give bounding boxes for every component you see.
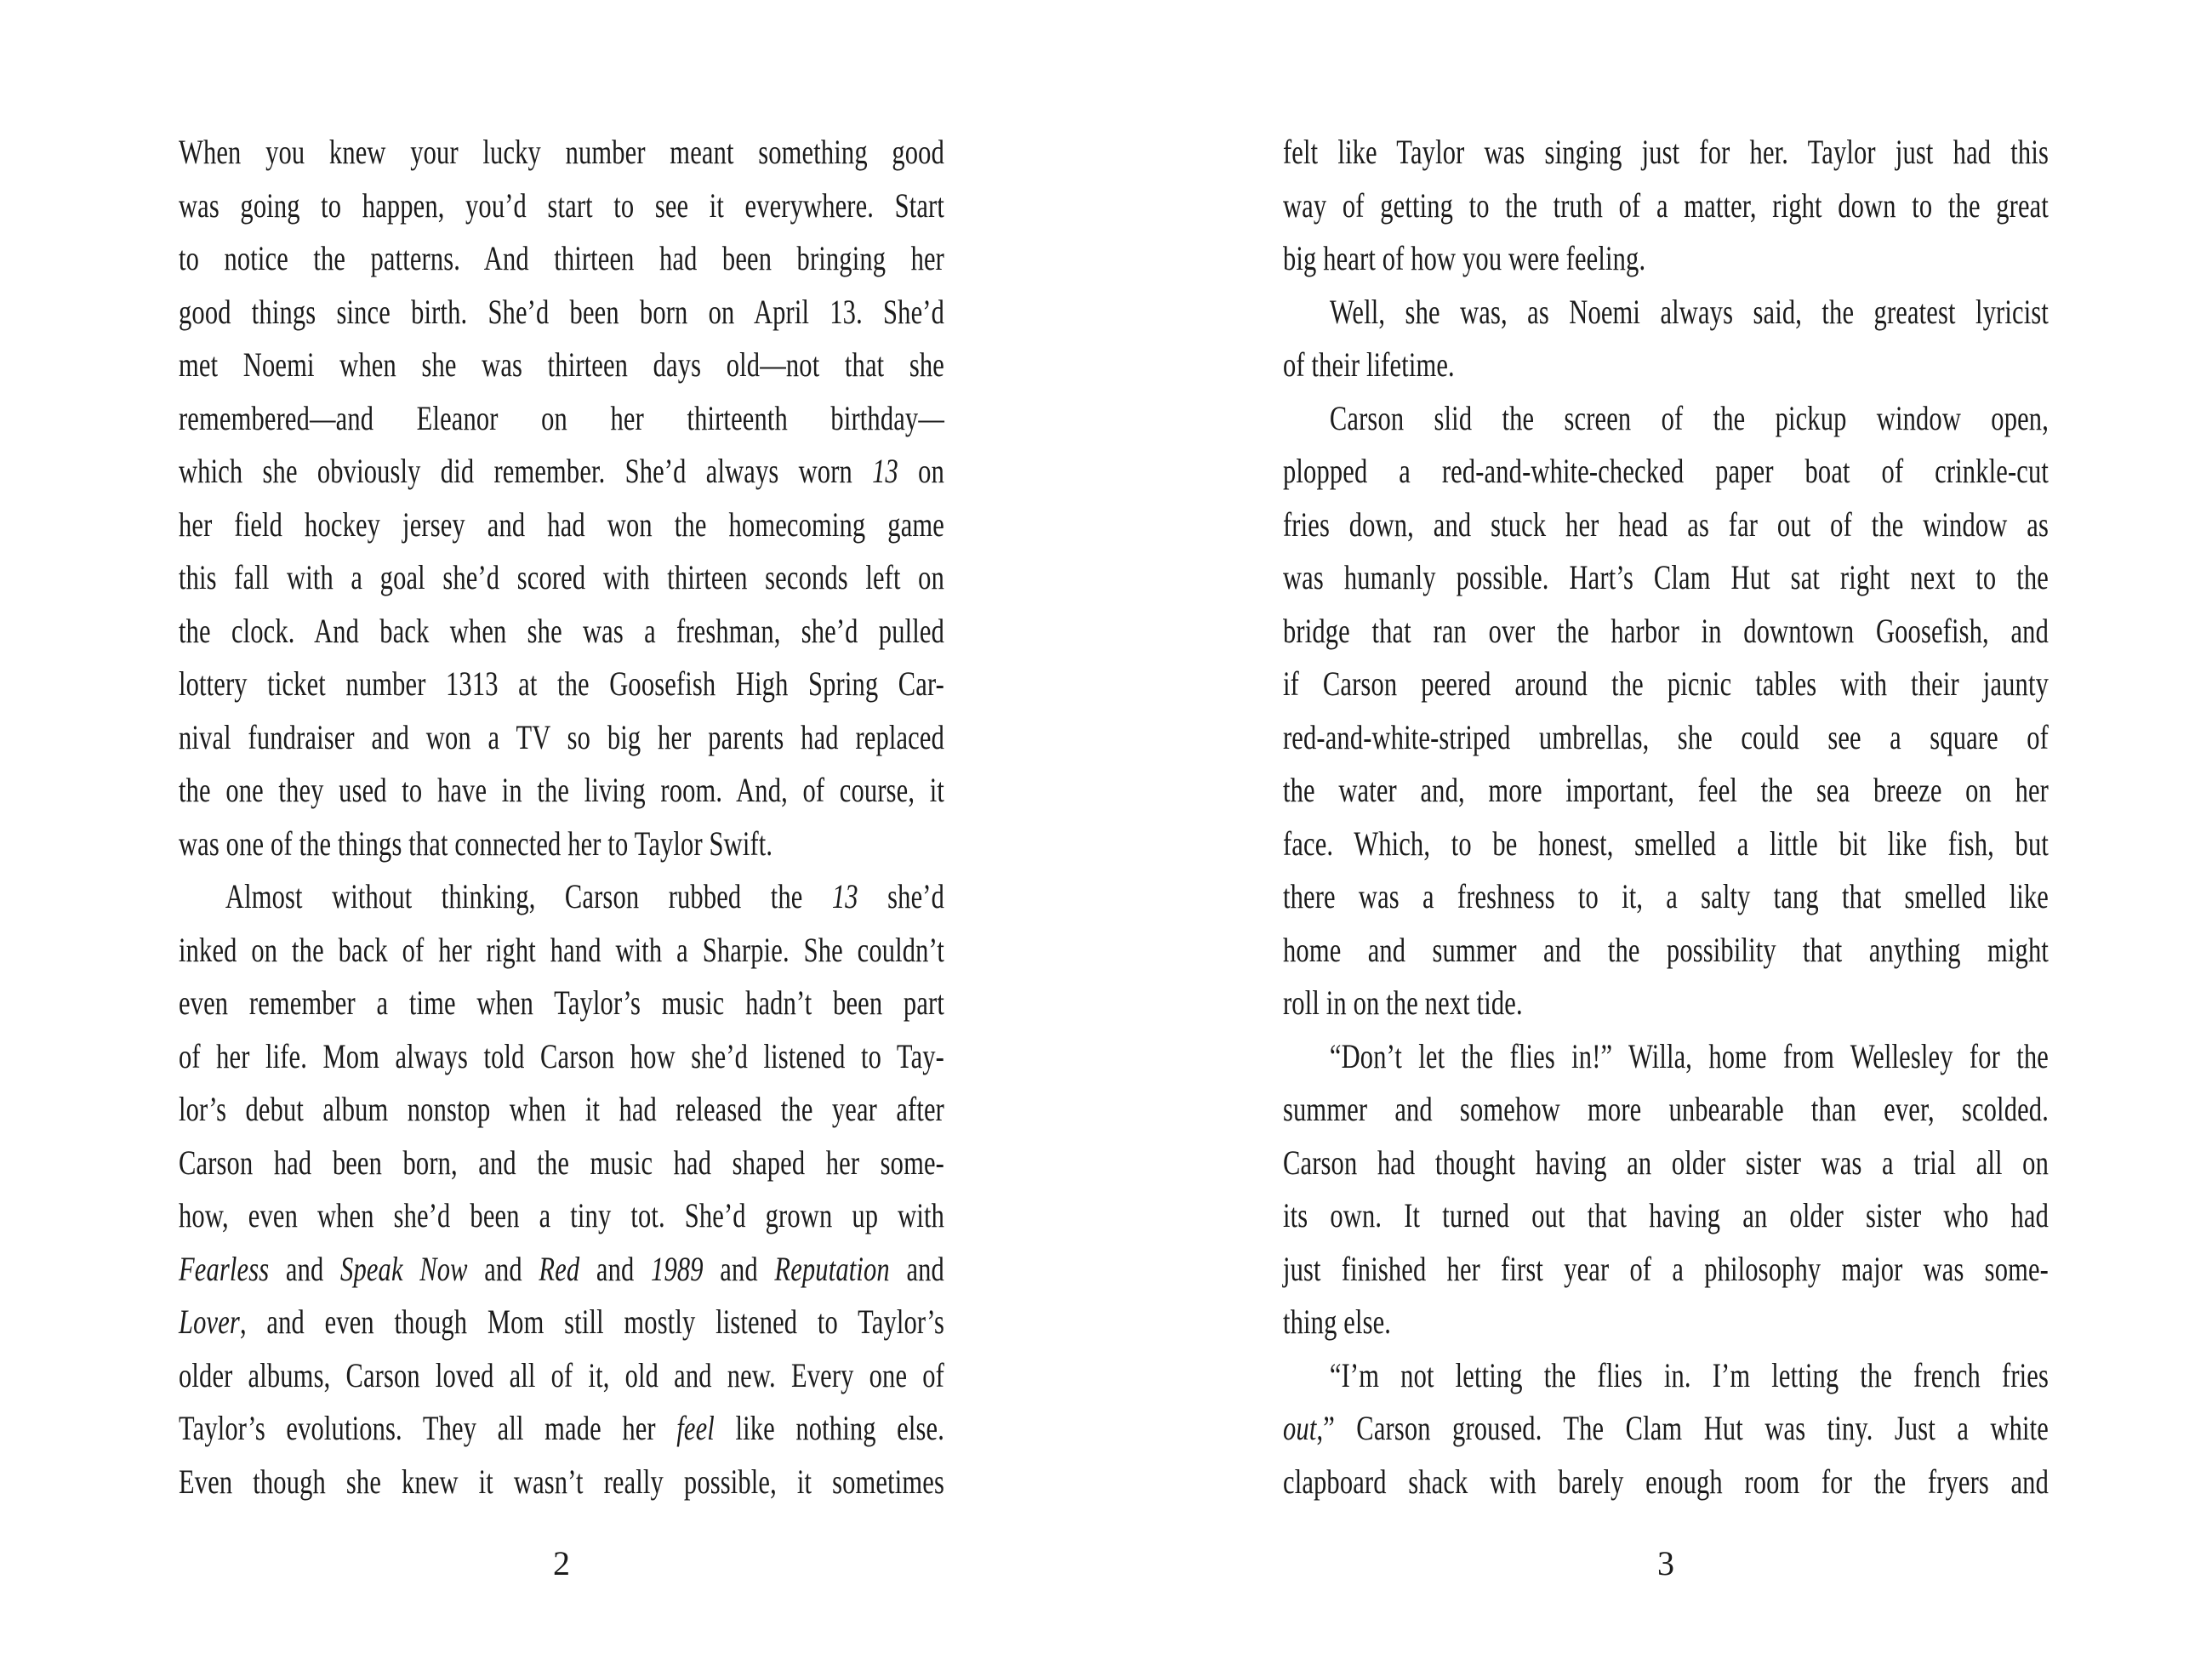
text-line	[179, 818, 944, 871]
text-segment: the one they used to have in the living room. And, of course, it	[179, 771, 944, 809]
text-line	[1283, 1349, 2049, 1403]
text-segment: this fall with a goal she’d scored with thirteen seconds left on	[179, 558, 944, 596]
text-segment: summer and somehow more unbearable than ever, scolded.	[1283, 1090, 2049, 1128]
text-segment: her field hockey jersey and had won the homecoming game	[179, 505, 944, 544]
italic-text-segment: feel	[676, 1409, 715, 1447]
page-left-text-block	[179, 126, 944, 1508]
text-segment: and	[703, 1249, 775, 1288]
text-line	[179, 126, 944, 180]
text-line	[1283, 1030, 2049, 1084]
text-line	[1283, 870, 2049, 924]
italic-text-segment: Speak Now	[340, 1249, 468, 1288]
text-segment: older albums, Carson loved all of it, old and new. Every one of	[179, 1355, 944, 1394]
text-segment: Well, she was, as Noemi always said, the greatest lyricist	[1329, 292, 2049, 331]
text-line	[1283, 1296, 2049, 1349]
text-segment: fries down, and stuck her head as far out of the window as	[1283, 505, 2049, 544]
text-line	[1283, 1083, 2049, 1137]
text-line	[1283, 818, 2049, 871]
text-segment: she’d	[858, 877, 944, 915]
text-line	[1283, 605, 2049, 658]
text-line	[179, 1296, 944, 1349]
text-segment: way of getting to the truth of a matter, right down to the great	[1283, 185, 2049, 225]
text-segment: lor’s debut album nonstop when it had released the year after	[179, 1090, 944, 1128]
text-line	[1283, 658, 2049, 711]
text-segment: just finished her first year of a philosophy major was some-	[1283, 1249, 2049, 1288]
text-line	[179, 605, 944, 658]
text-line	[1283, 392, 2049, 446]
text-segment: Carson had been born, and the music had shaped her some-	[179, 1143, 944, 1182]
text-line	[179, 1189, 944, 1243]
text-line	[179, 339, 944, 392]
text-line	[1283, 764, 2049, 818]
text-segment: Almost without thinking, Carson rubbed the	[225, 877, 832, 915]
text-segment: ,” Carson groused. The Clam Hut was tiny. Just a white	[1316, 1409, 2049, 1447]
text-segment: felt like Taylor was singing just for her. Taylor just had this	[1283, 133, 2049, 171]
text-segment: the water and, more important, feel the sea breeze on her	[1283, 771, 2049, 809]
italic-text-segment: Reputation	[774, 1249, 890, 1288]
text-segment: of her life. Mom always told Carson how she’d listened to Tay-	[179, 1036, 944, 1075]
text-line	[1283, 1456, 2049, 1509]
text-line	[179, 1349, 944, 1403]
text-segment: plopped a red-and-white-checked paper boat of crinkle-cut	[1283, 452, 2049, 490]
text-segment: clapboard shack with barely enough room for the fryers and	[1283, 1462, 2049, 1501]
text-segment: remembered—and Eleanor on her thirteenth birthday—	[179, 398, 944, 437]
text-segment: how, even when she’d been a tiny tot. She’d grown up with	[179, 1196, 944, 1234]
text-line	[1283, 924, 2049, 978]
text-segment: if Carson peered around the picnic tables with their jaunty	[1283, 664, 2049, 703]
text-line	[179, 1030, 944, 1084]
text-line	[179, 1137, 944, 1190]
text-segment: on	[898, 452, 944, 490]
text-line	[1283, 232, 2049, 286]
text-segment: Carson had thought having an older sister was a trial all on	[1283, 1143, 2049, 1182]
text-segment: the clock. And back when she was a freshman, she’d pulled	[179, 611, 944, 650]
text-segment: good things since birth. She’d been born on April 13. She’d	[179, 292, 944, 331]
text-segment: bridge that ran over the harbor in downtown Goosefish, and	[1283, 611, 2049, 650]
text-line	[179, 499, 944, 552]
italic-text-segment: Lover	[179, 1303, 240, 1341]
text-segment: “Don’t let the flies in!” Willa, home from Wellesley for the	[1329, 1036, 2049, 1075]
text-segment: nival fundraiser and won a TV so big her parents had replaced	[179, 717, 944, 756]
text-line	[179, 392, 944, 446]
text-segment: lottery ticket number 1313 at the Goosefish High Spring Car-	[179, 664, 944, 703]
italic-text-segment: 13	[872, 452, 898, 490]
text-line	[1283, 1137, 2049, 1190]
text-segment: roll in on the next tide.	[1283, 983, 1523, 1022]
text-line	[179, 764, 944, 818]
text-segment: red-and-white-striped umbrellas, she could see a square of	[1283, 717, 2049, 756]
text-segment: home and summer and the possibility that anything might	[1283, 930, 2049, 969]
text-segment: and	[889, 1249, 944, 1288]
page-right-text-block	[1283, 126, 2049, 1508]
text-line	[179, 286, 944, 339]
text-line	[179, 870, 944, 924]
italic-text-segment: Red	[539, 1249, 580, 1288]
italic-text-segment: 1989	[651, 1249, 704, 1288]
text-segment: big heart of how you were feeling.	[1283, 239, 1646, 277]
text-segment: and	[579, 1249, 652, 1288]
text-line	[179, 1456, 944, 1509]
text-segment: was going to happen, you’d start to see it everywhere. Start	[179, 185, 944, 225]
text-segment: its own. It turned out that having an older sister who had	[1283, 1196, 2049, 1234]
text-segment: met Noemi when she was thirteen days old—not that she	[179, 345, 944, 384]
text-line	[1283, 551, 2049, 605]
text-segment: and	[269, 1249, 341, 1288]
text-segment: was one of the things that connected her to Taylor Swift.	[179, 824, 773, 863]
text-segment: face. Which, to be honest, smelled a little bit like fish, but	[1283, 824, 2049, 863]
text-segment: When you knew your lucky number meant something good	[179, 133, 944, 171]
italic-text-segment: Fearless	[179, 1249, 270, 1288]
text-line	[179, 924, 944, 978]
text-segment: to notice the patterns. And thirteen had been bringing her	[179, 239, 944, 277]
text-line	[179, 232, 944, 286]
text-segment: like nothing else.	[714, 1409, 944, 1447]
text-line	[179, 711, 944, 765]
text-line	[1283, 1402, 2049, 1456]
text-line	[1283, 711, 2049, 765]
text-segment: even remember a time when Taylor’s music hadn’t been part	[179, 983, 944, 1022]
text-line	[1283, 180, 2049, 233]
text-line	[179, 1402, 944, 1456]
text-segment: thing else.	[1283, 1303, 1392, 1341]
text-segment: Carson slid the screen of the pickup window open,	[1329, 398, 2049, 437]
text-line	[1283, 977, 2049, 1030]
page-number-left: 2	[553, 1544, 570, 1582]
text-segment: of their lifetime.	[1283, 345, 1455, 384]
text-line	[179, 180, 944, 233]
text-segment: there was a freshness to it, a salty tang that smelled like	[1283, 877, 2049, 915]
text-line	[1283, 1189, 2049, 1243]
text-segment: Taylor’s evolutions. They all made her	[179, 1409, 677, 1447]
text-line	[1283, 339, 2049, 392]
page-number-right: 3	[1657, 1544, 1674, 1582]
text-line	[179, 445, 944, 499]
text-line	[179, 977, 944, 1030]
text-line	[1283, 1243, 2049, 1297]
text-segment: inked on the back of her right hand with a Sharpie. She couldn’t	[179, 930, 944, 969]
text-segment: which she obviously did remember. She’d always worn	[179, 452, 873, 490]
text-line	[179, 551, 944, 605]
text-line	[179, 1243, 944, 1297]
text-line	[1283, 445, 2049, 499]
italic-text-segment: 13	[831, 877, 858, 915]
text-segment: was humanly possible. Hart’s Clam Hut sat right next to the	[1283, 558, 2049, 596]
text-segment: “I’m not letting the flies in. I’m letting the french fries	[1329, 1355, 2049, 1394]
text-segment: , and even though Mom still mostly listened to Taylor’s	[239, 1303, 944, 1341]
text-line	[1283, 286, 2049, 339]
italic-text-segment: out	[1283, 1409, 1317, 1447]
text-segment: and	[467, 1249, 539, 1288]
text-line	[1283, 499, 2049, 552]
text-line	[1283, 126, 2049, 180]
text-segment: Even though she knew it wasn’t really possible, it sometimes	[179, 1462, 944, 1501]
text-line	[179, 658, 944, 711]
text-line	[179, 1083, 944, 1137]
